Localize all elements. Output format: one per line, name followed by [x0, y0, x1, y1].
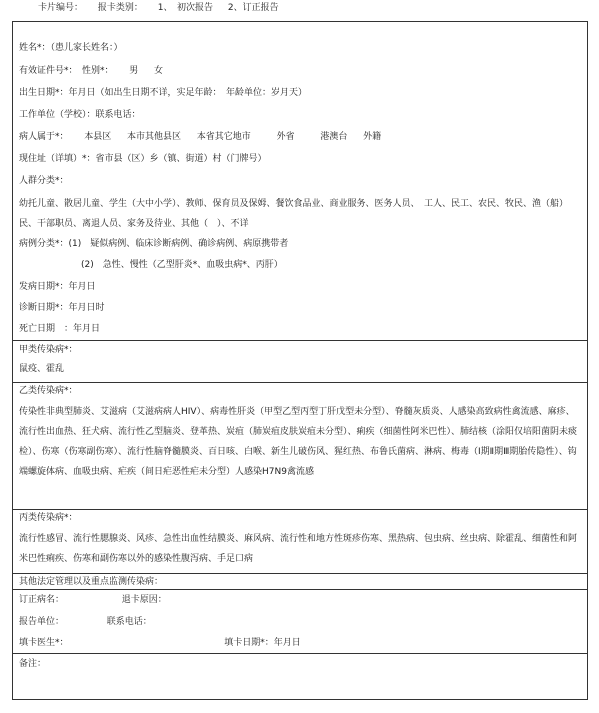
gender-female-option[interactable]: 女	[154, 66, 164, 76]
filling-date-field[interactable]: 填卡日期*：年月日	[224, 638, 301, 648]
crowd-category-label: 人群分类*：	[19, 176, 69, 186]
class-b-diseases[interactable]: 传染性非典型肺炎、艾滋病（艾滋病病人HIV）、病毒性肝炎（甲型乙型丙型丁肝戊型未分型）、脊髓灰质炎、人感染高致病性禽流感、麻疹、流行性出血热、狂犬病、流行性乙型脑炎、登革热、炭疽（肺炭疽皮肤炭疽未分型）、痢疾（细菌性阿米巴性）、肺结核（涂阳仅培阳菌阴未痰检）、伤寒（伤寒副伤寒）、流行性脑脊髓膜炎、百日咳、白喉、新生儿破伤风、猩红热、布鲁氏菌病、淋病、梅毒（Ⅰ期Ⅱ期Ⅲ期胎传隐性）、钩端螺旋体病、血吸虫病、疟疾（间日疟恶性疟未分型）人感染H7N9禽流感	[19, 407, 578, 477]
class-b-title: 乙类传染病*：	[19, 386, 78, 396]
class-c-title: 丙类传染病*：	[19, 513, 78, 523]
doctor-row	[19, 639, 581, 651]
report-card-form	[12, 21, 588, 700]
death-date-field[interactable]: 死亡日期 ：年月日	[19, 324, 101, 334]
divider	[13, 653, 587, 654]
class-c-diseases[interactable]: 流行性感冒、流行性腮腺炎、风疹、急性出血性结膜炎、麻风病、流行性和地方性斑疹伤寒、黑热病、包虫病、丝虫病、除霍乱、细菌性和阿米巴性痢疾、伤寒和副伤寒以外的感染性腹泻病、手足口病	[19, 534, 578, 564]
address-field[interactable]: 现住址（详填）*：省市县（区）乡（镇、街道）村（门牌号）	[19, 154, 267, 164]
corrected-disease-row	[19, 596, 581, 608]
patient-belongs-label: 病人属于*：	[19, 132, 69, 142]
crowd-category-options[interactable]: 幼托儿童、散居儿童、学生（大中小学）、教师、保育员及保姆、餐饮食品业、商业服务、医务人员、 工人、民工、农民、牧民、渔（船） 民、干部职员、离退人员、家务及待业、其他（ ）、不详	[19, 199, 573, 229]
patient-name-field[interactable]: 姓名*：（患儿家长姓名：）	[19, 43, 123, 53]
case-classification-row-2[interactable]: (2) 急性、慢性（乙型肝炎*、血吸虫病*、丙肝）	[81, 260, 283, 270]
card-type-correction[interactable]: 2、订正报告	[227, 3, 279, 13]
divider	[13, 573, 587, 574]
remarks-field[interactable]: 备注：	[19, 659, 47, 669]
belongs-option-county[interactable]: 本县区	[84, 132, 112, 142]
card-type-initial[interactable]: 1、 初次报告	[157, 3, 214, 13]
return-reason-field[interactable]: 退卡原因：	[121, 595, 167, 605]
id-gender-label: 有效证件号*： 性别*：	[19, 66, 114, 76]
divider	[13, 340, 587, 341]
divider	[13, 382, 587, 383]
filling-doctor-field[interactable]: 填卡医生*：	[19, 638, 69, 648]
gender-male-option[interactable]: 男	[129, 66, 139, 76]
patient-belongs-row	[19, 133, 581, 145]
card-number-label: 卡片编号：	[38, 3, 84, 13]
other-diseases-title: 其他法定管理以及重点监测传染病：	[19, 577, 164, 587]
divider	[13, 509, 587, 510]
onset-date-field[interactable]: 发病日期*：年月日	[19, 282, 96, 292]
class-a-diseases[interactable]: 鼠疫、霍乱	[19, 364, 65, 374]
card-header	[38, 4, 578, 16]
belongs-option-province-other[interactable]: 本省其它地市	[196, 132, 251, 142]
case-classification-row-1[interactable]: 病例分类*：(1) 疑似病例、临床诊断病例、确诊病例、病原携带者	[19, 239, 289, 249]
belongs-option-foreign[interactable]: 外籍	[363, 132, 382, 142]
work-unit-phone-field[interactable]: 工作单位（学校）：联系电话：	[19, 110, 141, 120]
diagnosis-date-field[interactable]: 诊断日期*：年月日时	[19, 303, 105, 313]
class-a-title: 甲类传染病*：	[19, 345, 78, 355]
contact-phone-field[interactable]: 联系电话：	[106, 617, 152, 627]
report-unit-field[interactable]: 报告单位：	[19, 617, 65, 627]
id-gender-row	[19, 67, 581, 79]
corrected-disease-field[interactable]: 订正病名：	[19, 595, 65, 605]
belongs-option-other-province[interactable]: 外省	[276, 132, 295, 142]
report-unit-row	[19, 618, 581, 630]
birth-date-field[interactable]: 出生日期*：年月日（如出生日期不详，实足年龄： 年龄单位：岁月天）	[19, 88, 308, 98]
card-type-label: 报卡类别：	[97, 3, 143, 13]
divider	[13, 589, 587, 590]
belongs-option-city-other[interactable]: 本市其他县区	[127, 132, 182, 142]
belongs-option-hk-macau-taiwan[interactable]: 港澳台	[320, 132, 348, 142]
